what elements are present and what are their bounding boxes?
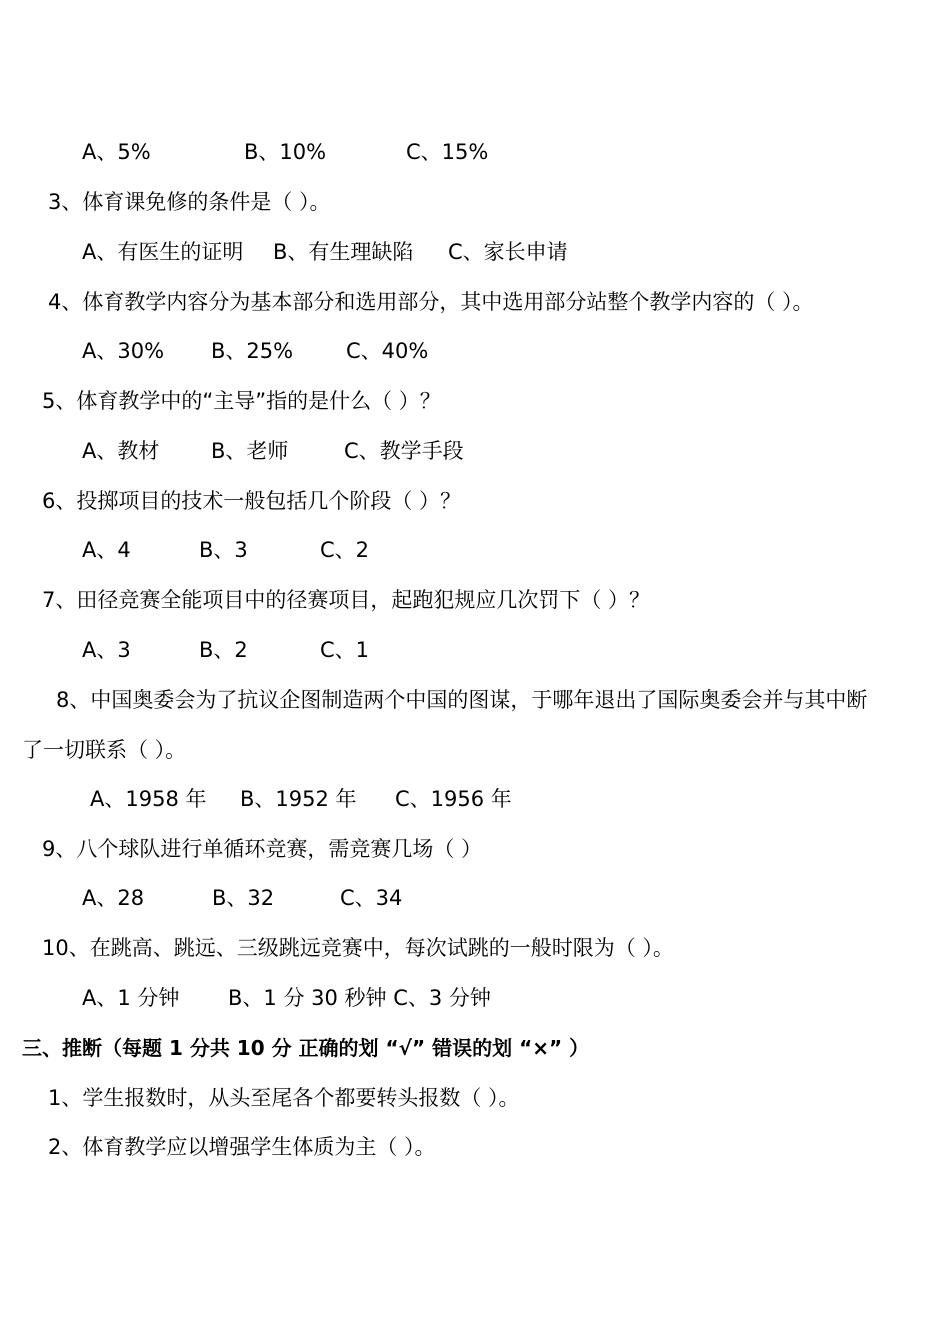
q9-option-a: A、28 — [82, 886, 145, 910]
q2-option-b: B、10% — [244, 140, 327, 164]
section-3-question-1: 1、学生报数时，从头至尾各个都要转头报数（ ）。 — [48, 1086, 520, 1110]
question-6: 6、投掷项目的技术一般包括几个阶段（ ）？ — [42, 489, 462, 513]
question-4: 4、体育教学内容分为基本部分和选用部分，其中选用部分站整个教学内容的（ ）。 — [48, 290, 814, 314]
q3-option-b: B、有生理缺陷 — [273, 240, 414, 264]
q9-option-b: B、32 — [212, 886, 275, 910]
q2-option-a: A、5% — [82, 140, 151, 164]
q4-option-c: C、40% — [346, 339, 429, 363]
q5-option-b: B、老师 — [211, 439, 289, 463]
question-5: 5、体育教学中的“主导”指的是什么（ ）？ — [42, 389, 441, 413]
q4-option-a: A、30% — [82, 339, 165, 363]
q4-option-b: B、25% — [211, 339, 294, 363]
section-3-heading: 三、推断（每题 1 分共 10 分 正确的划 “√” 错误的划 “×” ） — [22, 1036, 590, 1060]
q8-option-a: A、1958 年 — [90, 787, 207, 811]
q7-option-a: A、3 — [82, 638, 131, 662]
q7-option-c: C、1 — [320, 638, 370, 662]
q6-option-c: C、2 — [320, 538, 370, 562]
q10-option-a: A、1 分钟 — [82, 986, 180, 1010]
q10-option-b-c: B、1 分 30 秒钟 C、3 分钟 — [228, 986, 491, 1010]
q6-option-a: A、4 — [82, 538, 131, 562]
q8-option-b: B、1952 年 — [240, 787, 357, 811]
question-8-line-1: 8、中国奥委会为了抗议企图制造两个中国的图谋，于哪年退出了国际奥委会并与其中断 — [56, 688, 868, 712]
section-3-question-2: 2、体育教学应以增强学生体质为主（ ）。 — [48, 1135, 436, 1159]
q8-option-c: C、1956 年 — [395, 787, 512, 811]
question-10: 10、在跳高、跳远、三级跳远竞赛中，每次试跳的一般时限为（ ）。 — [42, 936, 674, 960]
q3-option-a: A、有医生的证明 — [82, 240, 244, 264]
q7-option-b: B、2 — [199, 638, 248, 662]
question-8-line-2: 了一切联系（ ）。 — [22, 738, 187, 762]
q3-option-c: C、家长申请 — [448, 240, 568, 264]
question-9: 9、八个球队进行单循环竞赛，需竞赛几场（ ） — [42, 837, 483, 861]
question-3: 3、体育课免修的条件是（ ）。 — [48, 190, 331, 214]
q2-option-c: C、15% — [406, 140, 489, 164]
q5-option-c: C、教学手段 — [344, 439, 464, 463]
q9-option-c: C、34 — [340, 886, 403, 910]
q5-option-a: A、教材 — [82, 439, 160, 463]
q6-option-b: B、3 — [199, 538, 248, 562]
question-7: 7、田径竞赛全能项目中的径赛项目，起跑犯规应几次罚下（ ）？ — [42, 588, 651, 612]
